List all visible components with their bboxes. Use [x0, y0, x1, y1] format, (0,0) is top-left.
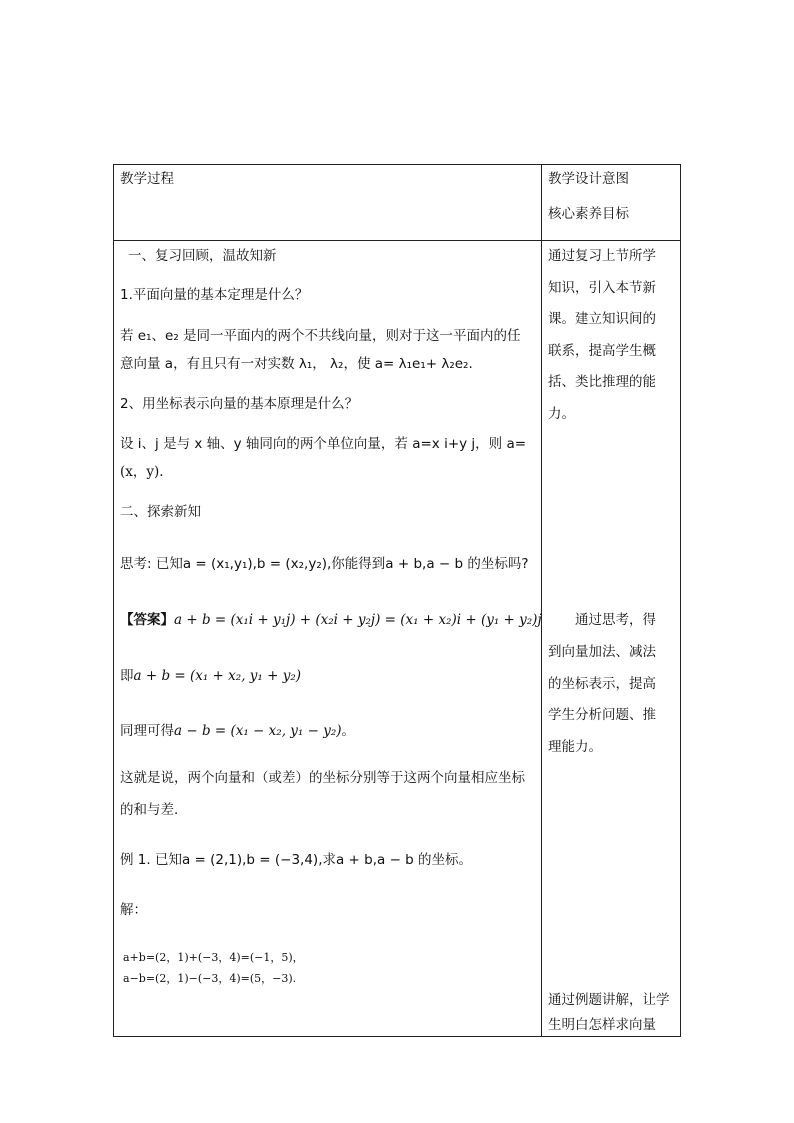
- tongli-suffix: 。: [341, 723, 356, 739]
- ji-line: [120, 667, 301, 685]
- question-1: 1.平面向量的基本定理是什么？: [120, 287, 309, 303]
- header-design-intent: 教学设计意图: [548, 171, 629, 187]
- ji-prefix: 即: [120, 668, 134, 684]
- answer-label: 【答案】: [120, 612, 174, 628]
- answer-2-line-1: 设 i、j 是与 x 轴、y 轴同向的两个单位向量，若 a=x i+y j，则 a=: [120, 436, 527, 452]
- intent-review-line: 通过复习上节所学: [548, 248, 656, 264]
- intent-thinking-line: 通过思考，得: [575, 612, 656, 628]
- intent-thinking-line: 的坐标表示，提高: [548, 676, 656, 692]
- intent-review-line: 课。建立知识间的: [548, 311, 656, 327]
- section-1-title: 一、复习回顾，温故知新: [128, 248, 277, 264]
- intent-review-line: 力。: [548, 406, 575, 422]
- section-2-title: 二、探索新知: [120, 504, 201, 520]
- header-divider: [114, 240, 680, 241]
- tongli-formula: a − b = (x₁ − x₂, y₁ − y₂): [174, 723, 342, 739]
- solution-line-1: a+b=(2，1)+(−3，4)=(−1，5)，: [123, 951, 304, 964]
- question-2: 2、用坐标表示向量的基本原理是什么？: [120, 396, 359, 412]
- intent-example-line: 通过例题讲解，让学: [548, 992, 670, 1008]
- answer-2-line-2: (x，y).: [120, 464, 164, 480]
- conclusion-line-2: 的和与差.: [120, 802, 179, 818]
- answer-block: [120, 611, 542, 629]
- intent-thinking-line: 理能力。: [548, 739, 602, 755]
- answer-1-line-1: 若 e₁、e₂ 是同一平面内的两个不共线向量，则对于这一平面内的任: [120, 328, 521, 344]
- intent-example-line: 生明白怎样求向量: [548, 1017, 656, 1033]
- intent-review-line: 知识，引入本节新: [548, 280, 656, 296]
- column-divider: [541, 165, 542, 1036]
- example-1: 例 1. 已知a = (2,1),b = (−3,4),求a + b,a − b 的坐标。: [120, 852, 473, 868]
- header-core-literacy: 核心素养目标: [548, 206, 629, 222]
- intent-review-line: 括、类比推理的能: [548, 374, 656, 390]
- lesson-table: [113, 164, 681, 1037]
- answer-formula: a + b = (x₁i + y₁j) + (x₂i + y₂j) = (x₁ + x₂)i + (y₁ + y₂)j: [174, 612, 542, 628]
- solution-label: 解：: [120, 902, 147, 918]
- think-question: 思考: 已知a = (x₁,y₁),b = (x₂,y₂),你能得到a + b,a − b 的坐标吗?: [120, 556, 529, 572]
- intent-thinking-line: 学生分析问题、推: [548, 707, 656, 723]
- conclusion-line-1: 这就是说，两个向量和（或差）的坐标分别等于这两个向量相应坐标: [120, 770, 525, 786]
- tongli-line: [120, 722, 355, 740]
- ji-formula: a + b = (x₁ + x₂, y₁ + y₂): [133, 668, 302, 684]
- header-teaching-process: 教学过程: [120, 171, 174, 187]
- intent-thinking-line: 到向量加法、减法: [548, 644, 656, 660]
- solution-line-2: a−b=(2，1)−(−3，4)=(5，−3).: [123, 972, 297, 985]
- answer-1-line-2: 意向量 a，有且只有一对实数 λ₁， λ₂，使 a= λ₁e₁+ λ₂e₂.: [120, 356, 473, 372]
- intent-review-line: 联系，提高学生概: [548, 343, 656, 359]
- tongli-prefix: 同理可得: [120, 723, 174, 739]
